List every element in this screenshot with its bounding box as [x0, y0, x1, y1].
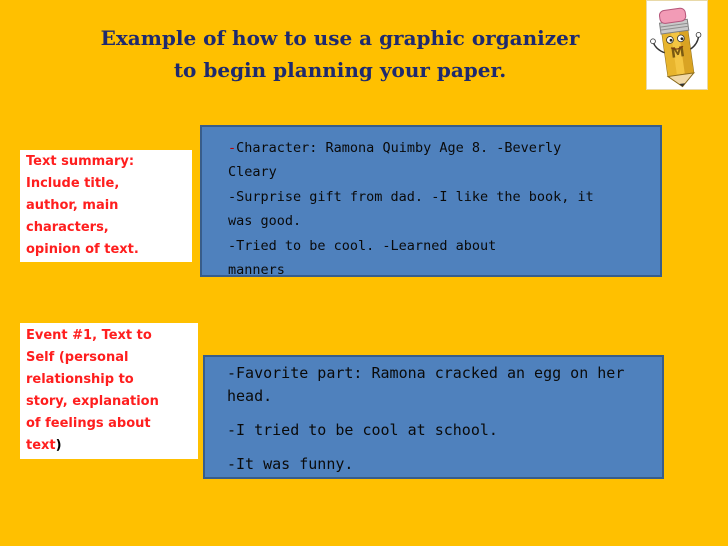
text-summary-label-line: Text summary:	[26, 154, 135, 169]
summary-line: -Tried to be cool. -Learned about	[228, 238, 497, 254]
text-summary-label-line: author, main	[26, 198, 119, 213]
summary-paragraph-character	[228, 136, 650, 184]
summary-line: -Surprise gift from dad. -I like the book, it	[228, 189, 594, 205]
event-line: head.	[227, 387, 273, 405]
text-summary-label-line: characters,	[26, 220, 109, 235]
bullet-dash: -	[228, 140, 237, 156]
event-box	[203, 355, 664, 479]
event-label-line: relationship to	[26, 372, 134, 387]
summary-paragraph-gift	[228, 185, 650, 233]
summary-line-text: Character: Ramona Quimby Age 8. -Beverly	[236, 140, 562, 156]
event-line: -Favorite part: Ramona cracked an egg on her	[227, 364, 625, 382]
event-line: -I tried to be cool at school.	[227, 421, 498, 439]
summary-line: Cleary	[228, 164, 277, 180]
event-paragraph-funny	[227, 453, 652, 476]
event-label-line: story, explanation	[26, 394, 159, 409]
text-summary-box	[200, 125, 662, 277]
text-summary-label-line: opinion of text.	[26, 242, 139, 257]
event-label-line: Self (personal	[26, 350, 129, 365]
event-paragraph-school	[227, 419, 652, 442]
text-summary-label-line: Include title,	[26, 176, 120, 191]
closing-paren: )	[55, 438, 62, 453]
logo	[646, 0, 708, 90]
slide-title-line-2: to begin planning your paper.	[173, 58, 507, 82]
svg-text:M: M	[669, 44, 686, 62]
event-label	[20, 323, 198, 459]
event-label-text: text	[26, 438, 56, 453]
slide-title	[40, 22, 640, 86]
event-label-line: of feelings about	[26, 416, 151, 431]
event-label-line	[26, 435, 192, 457]
pencil-mascot-icon	[647, 1, 707, 89]
slide-title-line-1: Example of how to use a graphic organizer	[100, 26, 580, 50]
event-paragraph-favorite	[227, 362, 652, 408]
event-line: -It was funny.	[227, 455, 354, 473]
summary-line: manners	[228, 262, 285, 278]
summary-line: was good.	[228, 213, 302, 229]
summary-line	[228, 136, 650, 160]
text-summary-label	[20, 150, 192, 262]
event-label-line: Event #1, Text to	[26, 328, 152, 343]
summary-paragraph-cool	[228, 234, 650, 282]
